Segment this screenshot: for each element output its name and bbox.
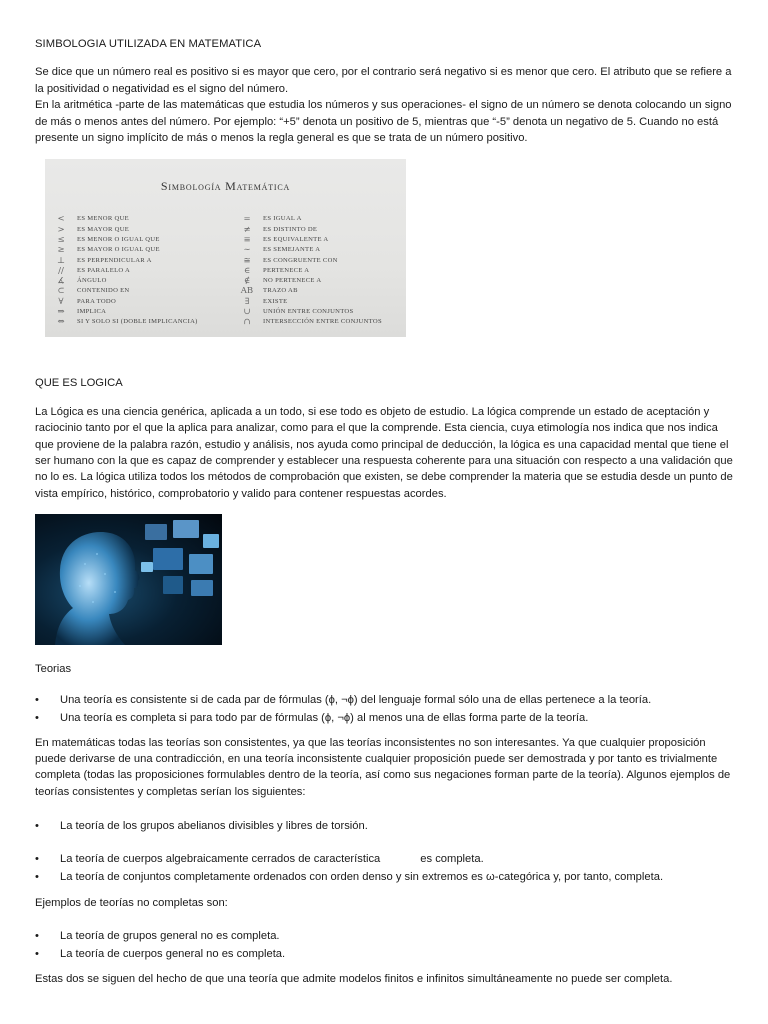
symbol-description: ES MAYOR O IGUAL QUE — [77, 246, 160, 254]
symbol-glyph: ⇒ — [57, 307, 65, 318]
list-item: • Una teoría es consistente si de cada par de fórmulas (ϕ, ¬ϕ) del lenguaje formal sólo una de ellas pertenece a la teoría. — [35, 692, 735, 708]
symbol-description: PARA TODO — [77, 297, 117, 305]
symbol-list-right — [231, 214, 382, 327]
head-illustration-image — [35, 514, 222, 645]
symbol-description: ES MENOR O IGUAL QUE — [77, 235, 160, 243]
symbol-list-left — [45, 214, 198, 327]
symbol-glyph: ∉ — [243, 276, 251, 287]
no-completas-heading: Ejemplos de teorías no completas son: — [35, 897, 228, 910]
symbol-description: SI Y SOLO SI (DOBLE IMPLICANCIA) — [77, 318, 198, 326]
final-paragraph: Estas dos se siguen del hecho de que una teoría que admite modelos finitos e infinitos simultáneamente no puede ser completa. — [35, 972, 673, 985]
symbol-row — [45, 317, 198, 327]
teorias-paragraph: En matemáticas todas las teorías son consistentes, ya que las teorías inconsistentes no son interesantes. Ya que cualquier proposición puede derivarse de una contradicción, en una teoría inconsistente cualquier proposición puede ser demostrada y por tanto es trivialmente completa (todas las proposiciones formulables dentro de la teoría, así como sus negaciones forman parte de la teoría). Algunos ejemplos de teorías consistentes y completas serían los siguientes: — [35, 736, 731, 798]
floating-panel — [153, 548, 183, 570]
symbol-glyph: AB — [240, 286, 254, 297]
symbol-glyph: ≅ — [243, 255, 251, 266]
symbol-glyph: ≡ — [243, 234, 251, 245]
symbol-description: ES CONGRUENTE CON — [263, 256, 338, 264]
list-item: • La teoría de los grupos abelianos divisibles y libres de torsión. — [35, 818, 735, 834]
list-item — [35, 851, 735, 867]
symbol-glyph: > — [57, 224, 65, 235]
symbol-description: PERTENECE A — [263, 266, 310, 274]
symbol-description: TRAZO AB — [263, 287, 298, 295]
symbol-glyph: ≤ — [57, 234, 65, 245]
symbol-description: ES DISTINTO DE — [263, 225, 318, 233]
symbol-glyph: ∼ — [243, 245, 251, 256]
list-item: • La teoría de cuerpos general no es completa. — [35, 946, 735, 962]
symbol-glyph: ⊥ — [57, 255, 65, 266]
logica-paragraph: La Lógica es una ciencia genérica, aplicada a un todo, si ese todo es objeto de estudio. La lógica comprende un estado de aceptación y raciocinio tanto por el que la aplica para analizar, como para el que la comprende. Esta ciencia, cuya etimología nos indica que nos indica que proviene de la palabra razón, estudio y análisis, nos ayuda como principal de deducción, la lógica es una capacidad mental que tiene el ser humano con la que es capaz de comprender y establecer una respuesta coherente para una situación con respecto a una validación que no lo es. La lógica utiliza todos los métodos de comprobación que existen, se debe comprender la materia que se estudia desde un punto de vista empírico, histórico, comprobatorio y valido para contener respuestas acordes. — [35, 405, 733, 500]
symbol-description: INTERSECCIÓN ENTRE CONJUNTOS — [263, 318, 382, 326]
symbol-description: ES MENOR QUE — [77, 215, 129, 223]
symbol-glyph: ≠ — [243, 224, 251, 235]
symbol-description: EXISTE — [263, 297, 288, 305]
floating-panel — [189, 554, 213, 574]
symbol-glyph: // — [58, 265, 64, 276]
intro-paragraph: Se dice que un número real es positivo si es mayor que cero, por el contrario será negativo si es menor que cero. El atributo que se refiere a la positividad o negatividad es el signo del número. — [35, 66, 732, 95]
symbol-description: ES EQUIVALENTE A — [263, 235, 329, 243]
floating-panel — [145, 524, 167, 540]
list-item: • Una teoría es completa si para todo par de fórmulas (ϕ, ¬ϕ) al menos una de ellas forma parte de la teoría. — [35, 710, 735, 726]
ejemplos-completas-list — [35, 818, 735, 885]
symbol-glyph: ⊂ — [57, 286, 65, 297]
floating-panel — [173, 520, 199, 538]
list-item-text: La teoría de cuerpos algebraicamente cerrados de característica — [60, 852, 381, 865]
section-heading-logica: QUE ES LOGICA — [35, 377, 123, 390]
ejemplos-no-completas-list — [35, 928, 735, 963]
symbol-glyph: ∃ — [244, 296, 250, 307]
symbology-image — [45, 159, 406, 337]
floating-panel — [163, 576, 183, 594]
symbol-glyph: ∩ — [243, 317, 251, 328]
floating-panel — [191, 580, 213, 596]
list-item: • La teoría de grupos general no es completa. — [35, 928, 735, 944]
aritmetica-paragraph: En la aritmética -parte de las matemáticas que estudia los números y sus operaciones- el signo de un número se denota colocando un signo de más o menos antes del número. Por ejemplo: “+5” denota un positivo de 5, mientras que “-5” denota un negativo de 5. Cuando no está presente un signo implícito de más o menos la regla general es que se trata de un número positivo. — [35, 99, 732, 145]
symbol-description: CONTENIDO EN — [77, 287, 130, 295]
symbol-description: ES SEMEJANTE A — [263, 246, 321, 254]
symbol-glyph: = — [243, 214, 251, 225]
symbol-description: ÁNGULO — [77, 277, 107, 285]
list-item: • La teoría de conjuntos completamente ordenados con orden denso y sin extremos es ω-categórica y, por tanto, completa. — [35, 869, 735, 885]
symbol-description: ES PERPENDICULAR A — [77, 256, 152, 264]
symbol-description: NO PERTENECE A — [263, 277, 322, 285]
floating-panel — [203, 534, 219, 548]
symbol-description: IMPLICA — [77, 308, 107, 316]
symbol-row — [231, 317, 382, 327]
symbol-description: UNIÓN ENTRE CONJUNTOS — [263, 308, 354, 316]
symbol-glyph: ∈ — [243, 265, 251, 276]
symbology-heading: Simbología Matemática — [160, 179, 291, 194]
symbol-description: ES PARALELO A — [77, 266, 131, 274]
symbol-glyph: ≥ — [57, 245, 65, 256]
symbol-glyph: ∪ — [243, 307, 251, 318]
symbol-description: ES IGUAL A — [263, 215, 302, 223]
teorias-heading: Teorias — [35, 663, 72, 676]
symbol-glyph: < — [57, 214, 65, 225]
symbol-description: ES MAYOR QUE — [77, 225, 130, 233]
symbol-glyph: ∀ — [58, 296, 64, 307]
symbol-glyph: ∡ — [57, 276, 65, 287]
symbol-glyph: ⇔ — [57, 317, 65, 328]
teorias-list — [35, 692, 735, 727]
list-item-suffix: es completa. — [420, 852, 484, 865]
document-page — [35, 36, 735, 987]
document-title: SIMBOLOGIA UTILIZADA EN MATEMATICA — [35, 38, 262, 50]
floating-panel — [141, 562, 153, 572]
